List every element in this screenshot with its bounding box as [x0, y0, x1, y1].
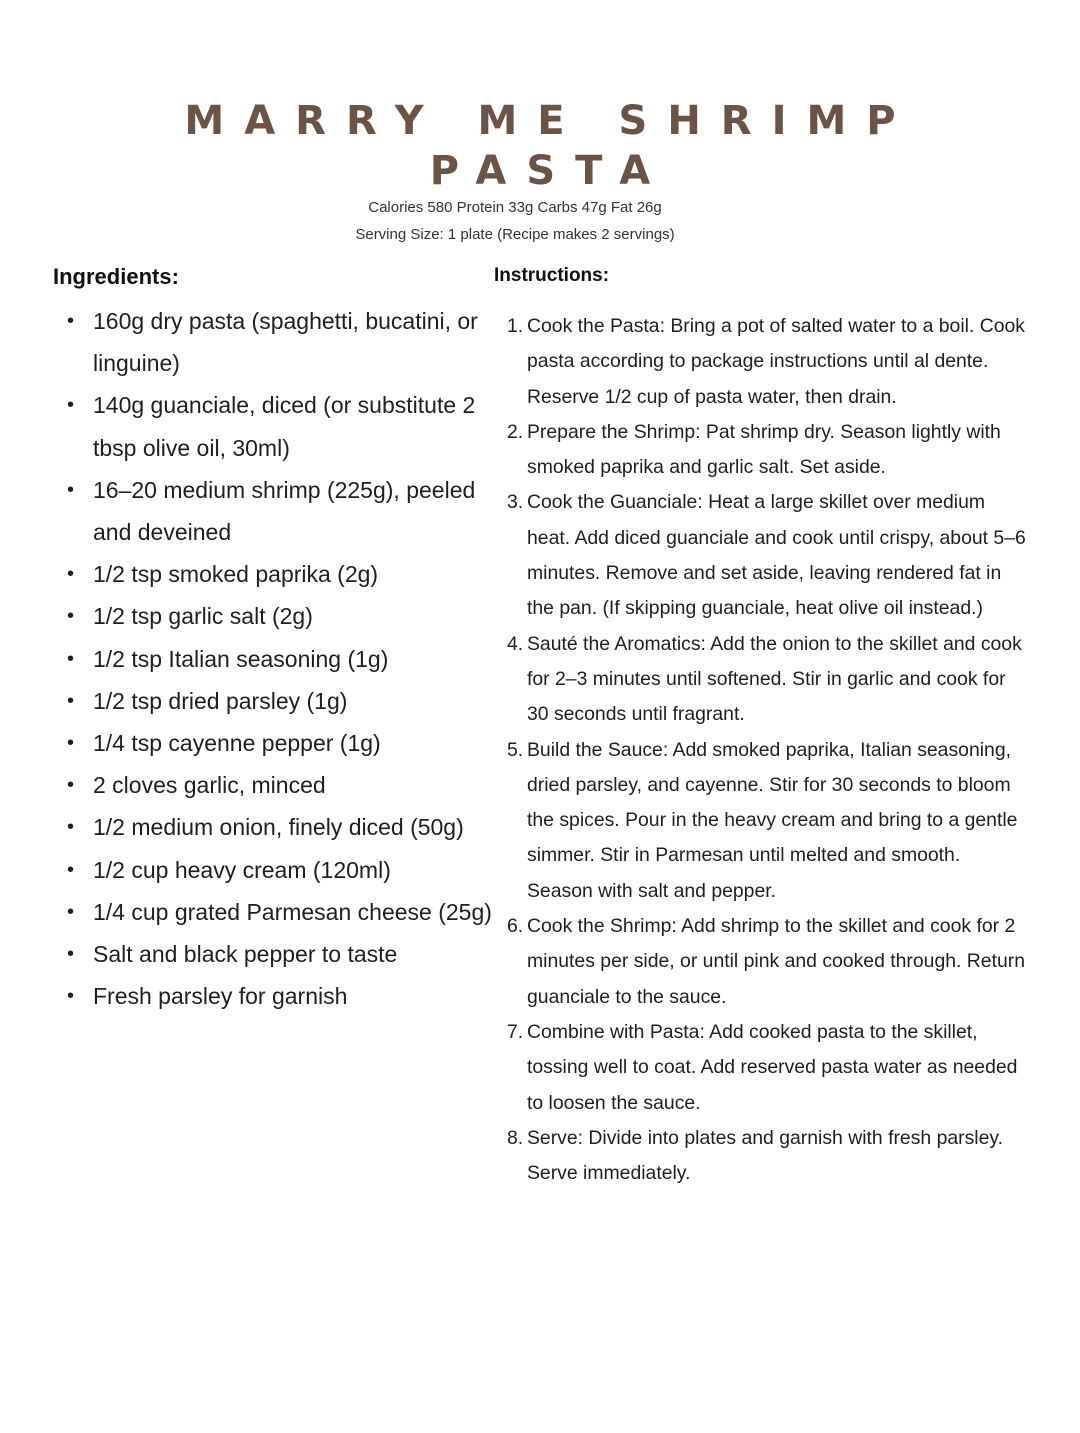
instruction-step: [507, 627, 1027, 733]
bullet-icon: •: [67, 816, 75, 839]
ingredient-text: 1/2 cup heavy cream (120ml): [93, 856, 391, 883]
ingredient-text: 1/2 medium onion, finely diced (50g): [93, 814, 464, 841]
bullet-icon: •: [67, 774, 75, 797]
step-number: 8.: [507, 1126, 524, 1149]
instruction-step: [507, 909, 1027, 1015]
recipe-title: [0, 96, 1080, 196]
bullet-icon: •: [67, 605, 75, 628]
step-text: Prepare the Shrimp: Pat shrimp dry. Season lightly with smoked paprika and garlic salt. Set aside.: [527, 420, 1001, 479]
step-number: 4.: [507, 632, 524, 655]
step-number: 7.: [507, 1020, 524, 1043]
bullet-icon: •: [67, 689, 75, 712]
ingredients-heading: Ingredients:: [53, 264, 179, 289]
ingredient-text: 1/2 tsp dried parsley (1g): [93, 687, 348, 714]
step-number: 2.: [507, 420, 524, 443]
instruction-step: [507, 733, 1027, 909]
ingredient-text: Salt and black pepper to taste: [93, 941, 398, 968]
bullet-icon: •: [67, 943, 75, 966]
step-text: Cook the Guanciale: Heat a large skillet over medium heat. Add diced guanciale and cook until crispy, about 5–6 minutes. Remove and set aside, leaving rendered fat in the pan. (If skipping guanciale, heat olive oil instead.): [527, 491, 1026, 620]
instructions-heading: Instructions:: [494, 265, 610, 286]
step-number: 6.: [507, 915, 524, 938]
ingredient-text: 140g guanciale, diced (or substitute 2 tbsp olive oil, 30ml): [93, 392, 476, 461]
recipe-title-line-1: MARRY ME SHRIMP: [184, 98, 916, 144]
instruction-step: [507, 415, 1027, 486]
ingredient-text: 1/4 tsp cayenne pepper (1g): [93, 730, 381, 757]
nutrition-info: Calories 580 Protein 33g Carbs 47g Fat 26g: [368, 199, 662, 216]
serving-size: Serving Size: 1 plate (Recipe makes 2 servings): [355, 226, 675, 243]
bullet-icon: •: [67, 310, 75, 332]
bullet-icon: •: [67, 647, 75, 670]
bullet-icon: •: [67, 478, 75, 501]
step-number: 1.: [507, 315, 524, 337]
bullet-icon: •: [67, 900, 75, 923]
step-text: Cook the Pasta: Bring a pot of salted water to a boil. Cook pasta according to package instructions until al dente. Reserve 1/2 cup of pasta water, then drain.: [527, 315, 1025, 408]
bullet-icon: •: [67, 732, 75, 755]
ingredient-text: 1/2 tsp Italian seasoning (1g): [93, 645, 389, 672]
step-text: Sauté the Aromatics: Add the onion to the skillet and cook for 2–3 minutes until softened. Stir in garlic and cook for 30 seconds until fragrant.: [527, 632, 1022, 726]
instruction-step: [507, 485, 1027, 626]
instruction-step: [507, 309, 1027, 415]
ingredient-text: Fresh parsley for garnish: [93, 983, 348, 1010]
ingredient-text: 1/2 tsp garlic salt (2g): [93, 603, 313, 630]
step-number: 3.: [507, 491, 524, 514]
instruction-step: [507, 1121, 1027, 1192]
step-number: 5.: [507, 738, 524, 761]
bullet-icon: •: [67, 394, 75, 417]
bullet-icon: •: [67, 858, 75, 881]
ingredient-text: 2 cloves garlic, minced: [93, 772, 326, 799]
bullet-icon: •: [67, 563, 75, 586]
step-text: Combine with Pasta: Add cooked pasta to the skillet, tossing well to coat. Add reserved pasta water as needed to loosen the sauce.: [527, 1020, 1018, 1114]
ingredient-text: 160g dry pasta (spaghetti, bucatini, or linguine): [93, 308, 478, 377]
instructions-list: [0, 309, 1080, 1191]
step-text: Serve: Divide into plates and garnish with fresh parsley. Serve immediately.: [527, 1126, 1004, 1185]
ingredient-text: 1/2 tsp smoked paprika (2g): [93, 561, 379, 588]
bullet-icon: •: [67, 985, 75, 1008]
recipe-title-line-2: PASTA: [429, 148, 671, 194]
step-text: Build the Sauce: Add smoked paprika, Italian seasoning, dried parsley, and cayenne. Stir for 30 seconds to bloom the spices. Pour in the heavy cream and bring to a gentle simmer. Stir in Parmesan until melted and smooth. Season with salt and pepper.: [527, 738, 1018, 902]
step-text: Cook the Shrimp: Add shrimp to the skillet and cook for 2 minutes per side, or until pink and cooked through. Return guanciale to the sauce.: [527, 915, 1025, 1008]
ingredient-text: 1/4 cup grated Parmesan cheese (25g): [93, 898, 492, 925]
ingredient-text: 16–20 medium shrimp (225g), peeled and deveined: [93, 476, 476, 546]
instruction-step: [507, 1015, 1027, 1121]
